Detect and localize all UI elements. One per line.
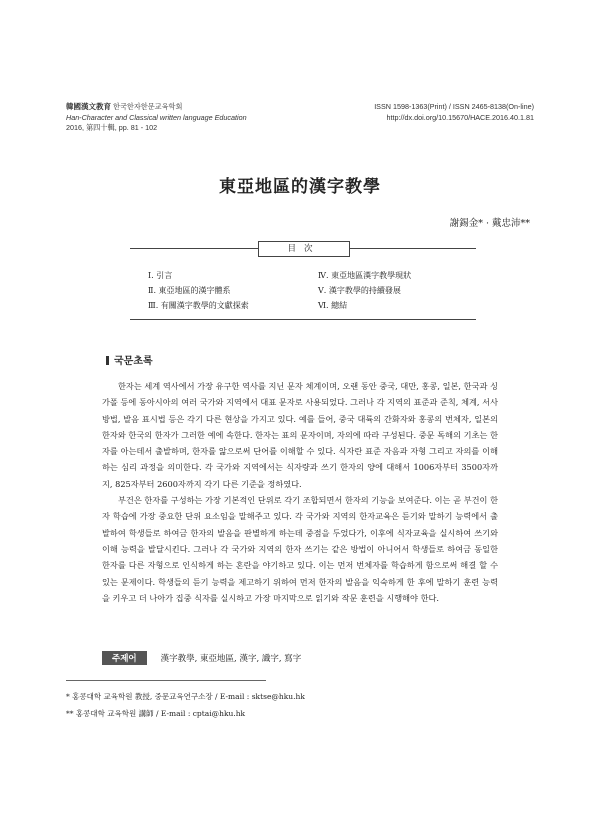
abstract-body [102, 378, 498, 606]
identifier-info [374, 102, 534, 123]
toc-item: Ⅴ. 漢字教學的持續發展 [318, 286, 401, 295]
toc-item: Ⅰ. 引言 [148, 271, 173, 280]
journal-logo: 韓國漢文教育 [66, 102, 111, 111]
abstract-paragraph: 한자는 세계 역사에서 가장 유구한 역사를 지닌 문자 체계이며, 오랜 동안 중국, 대만, 홍콩, 일본, 한국과 싱가폴 등에 동아시아의 여러 국가와 지역에서 대표 문자로 사용되었다. 그러나 각 지역의 표준과 준칙, 체계, 서사 방법, 발음 표시법 등은 각기 다른 현상을 가지고 있다. 예를 들어, 중국 대륙의 간화자와 홍콩의 번체자, 일본의 한자와 한국의 한자가 그러한 예에 속한다. 한자는 표의 문자이며, 자의에 따라 구성된다. 중문 독해의 기초는 한자를 아는데서 출발하며, 한자를 앎으로써 단어를 이해할 수 있다. 식자란 표준 자음과 자형 그리고 자의를 이해하는 심리 과정을 의미한다. 각 국가와 지역에서는 식자량과 쓰기 한자의 양에 대해서 1006자부터 3500자까지, 825자부터 2600자까지 각기 다른 기준을 정하였다. [102, 381, 498, 489]
footnote-item: ** 홍콩대학 교육학원 講師 / E-mail : cptai@hku.hk [66, 709, 246, 718]
keywords-line [102, 651, 498, 665]
paper-authors: 謝錫金* · 戴忠沛** [449, 218, 530, 229]
issue-info: 2016, 第四十輯, pp. 81 - 102 [66, 123, 158, 132]
toc-right-column [318, 268, 411, 313]
keywords-text: 漢字教學, 東亞地區, 漢字, 識字, 寫字 [160, 654, 302, 664]
heading-bar-icon [106, 356, 109, 365]
footnotes [66, 688, 305, 722]
issn: ISSN 1598-1363(Print) / ISSN 2465-8138(On-line) [374, 102, 534, 111]
doi-link[interactable]: http://dx.doi.org/10.15670/HACE.2016.40.1.81 [386, 112, 534, 122]
toc-item: Ⅳ. 東亞地區漢字教學現狀 [318, 271, 412, 280]
journal-english-title: Han-Character and Classical written language Education [66, 112, 247, 122]
society-name: 한국한자한문교육학회 [113, 102, 183, 111]
paper-title: 東亞地區的漢字教學 [219, 177, 381, 197]
keywords-label: 주제어 [102, 651, 147, 665]
toc-item: Ⅵ. 總結 [318, 301, 348, 310]
journal-info [66, 102, 247, 134]
abstract-heading: 국문초록 [106, 352, 153, 367]
toc-item: Ⅲ. 有關漢字教學的文獻探索 [148, 301, 249, 310]
footnote-divider [66, 680, 266, 681]
abstract-paragraph: 부건은 한자를 구성하는 가장 기본적인 단위로 각기 조합되면서 한자의 기능을 보여준다. 이는 곧 부건이 한자 학습에 가장 중요한 단위 요소임을 말해주고 있다. 각 국가와 지역의 한자교육은 듣기와 말하기 능력에서 출발하여 학생들로 하여금 한자의 발음을 판별하게 하는데 중점을 두었다가, 이후에 식자교육을 실시하여 쓰기와 이해 능력을 발달시킨다. 그러나 각 국가와 지역의 한자 쓰기는 같은 방법이 아니어서 학생들로 하여금 동일한 한자를 다른 자형으로 인식하게 하는 혼란을 야기하고 있다. 이는 먼저 번체자를 학습하게 함으로써 해결 할 수 있는 문제이다. 학생들의 듣기 능력을 제고하기 위하여 먼저 한자의 발음을 익숙하게 한 후에 말하기 훈련 능력을 키우고 더 나아가 집중 식자를 실시하고 가장 마지막으로 읽기와 작문 훈련을 시행해야 한다. [102, 495, 498, 603]
toc-item: Ⅱ. 東亞地區的漢字體系 [148, 286, 231, 295]
table-of-contents [130, 244, 476, 320]
toc-left-column [148, 268, 249, 313]
footnote-item: * 홍콩대학 교육학원 教授, 중문교육연구소장 / E-mail : sktse@hku.hk [66, 692, 305, 701]
toc-heading: 目次 [258, 241, 350, 257]
